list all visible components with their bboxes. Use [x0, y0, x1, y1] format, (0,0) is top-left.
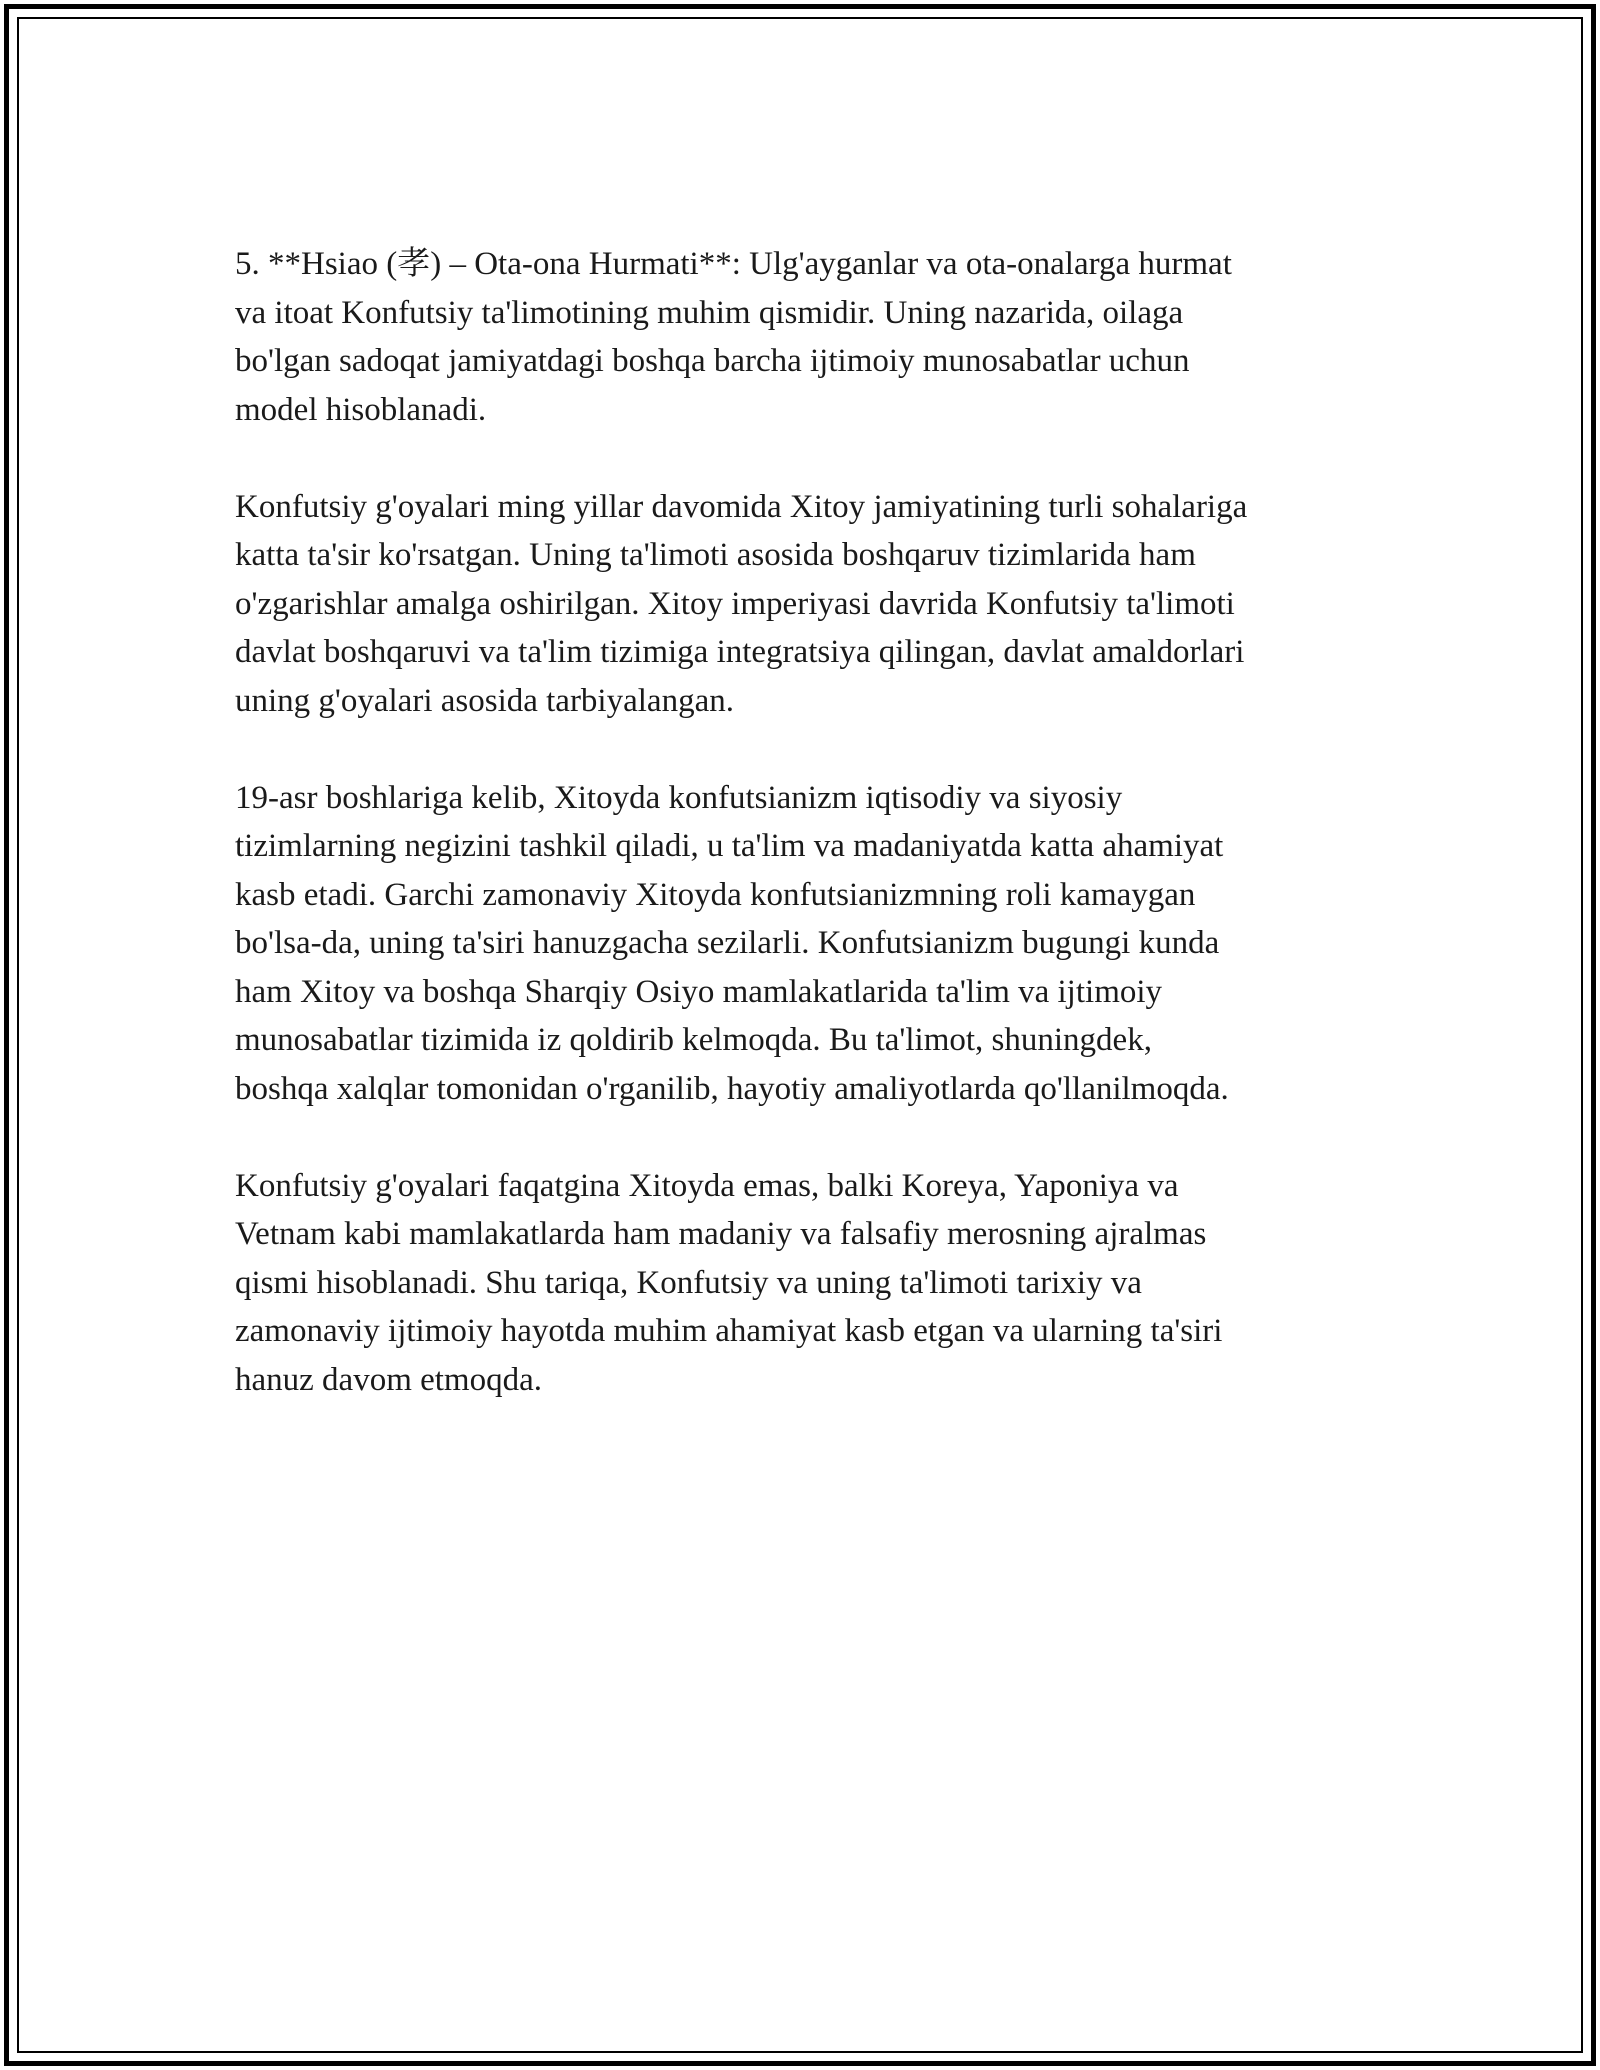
paragraph-hsiao	[235, 240, 1385, 434]
text-line: va itoat Konfutsiy ta'limotining muhim qismidir. Uning nazarida, oilaga	[235, 294, 1184, 331]
document-body	[235, 240, 1385, 1453]
text-line: bo'lsa-da, uning ta'siri hanuzgacha sezilarli. Konfutsianizm bugungi kunda	[235, 925, 1220, 961]
text-line: Vetnam kabi mamlakatlarda ham madaniy va falsafiy merosning ajralmas	[235, 1216, 1207, 1252]
text-line: uning g'oyalari asosida tarbiyalangan.	[235, 682, 734, 719]
text-line: qismi hisoblanadi. Shu tariqa, Konfutsiy va uning ta'limoti tarixiy va	[235, 1264, 1142, 1301]
text-line: munosabatlar tizimida iz qoldirib kelmoqda. Bu ta'limot, shuningdek,	[235, 1022, 1152, 1058]
text-line: Konfutsiy g'oyalari ming yillar davomida Xitoy jamiyatining turli sohalariga	[235, 488, 1248, 525]
text-line: bo'lgan sadoqat jamiyatdagi boshqa barcha ijtimoiy munosabatlar uchun	[235, 343, 1190, 379]
text-line: kasb etadi. Garchi zamonaviy Xitoyda konfutsianizmning roli kamaygan	[235, 876, 1196, 913]
text-line: boshqa xalqlar tomonidan o'rganilib, hayotiy amaliyotlarda qo'llanilmoqda.	[235, 1070, 1229, 1107]
paragraph-influence	[235, 483, 1385, 726]
text-line: model hisoblanadi.	[235, 391, 487, 428]
text-line: Konfutsiy g'oyalari faqatgina Xitoyda emas, balki Koreya, Yaponiya va	[235, 1167, 1179, 1204]
text-line: katta ta'sir ko'rsatgan. Uning ta'limoti asosida boshqaruv tizimlarida ham	[235, 537, 1196, 573]
text-line: hanuz davom etmoqda.	[235, 1361, 542, 1398]
text-line: ham Xitoy va boshqa Sharqiy Osiyo mamlakatlarida ta'lim va ijtimoiy	[235, 973, 1163, 1010]
text-line: davlat boshqaruvi va ta'lim tizimiga integratsiya qilingan, davlat amaldorlari	[235, 634, 1245, 670]
text-line: 19-asr boshlariga kelib, Xitoyda konfutsianizm iqtisodiy va siyosiy	[235, 779, 1123, 816]
text-line: tizimlarning negizini tashkil qiladi, u ta'lim va madaniyatda katta ahamiyat	[235, 828, 1224, 864]
text-line: o'zgarishlar amalga oshirilgan. Xitoy imperiyasi davrida Konfutsiy ta'limoti	[235, 585, 1235, 622]
text-line: 5. **Hsiao (孝) – Ota-ona Hurmati**: Ulg'ayganlar va ota-onalarga hurmat	[235, 246, 1232, 282]
paragraph-19th-century	[235, 774, 1385, 1114]
paragraph-legacy	[235, 1162, 1385, 1405]
text-line: zamonaviy ijtimoiy hayotda muhim ahamiyat kasb etgan va ularning ta'siri	[235, 1313, 1223, 1349]
